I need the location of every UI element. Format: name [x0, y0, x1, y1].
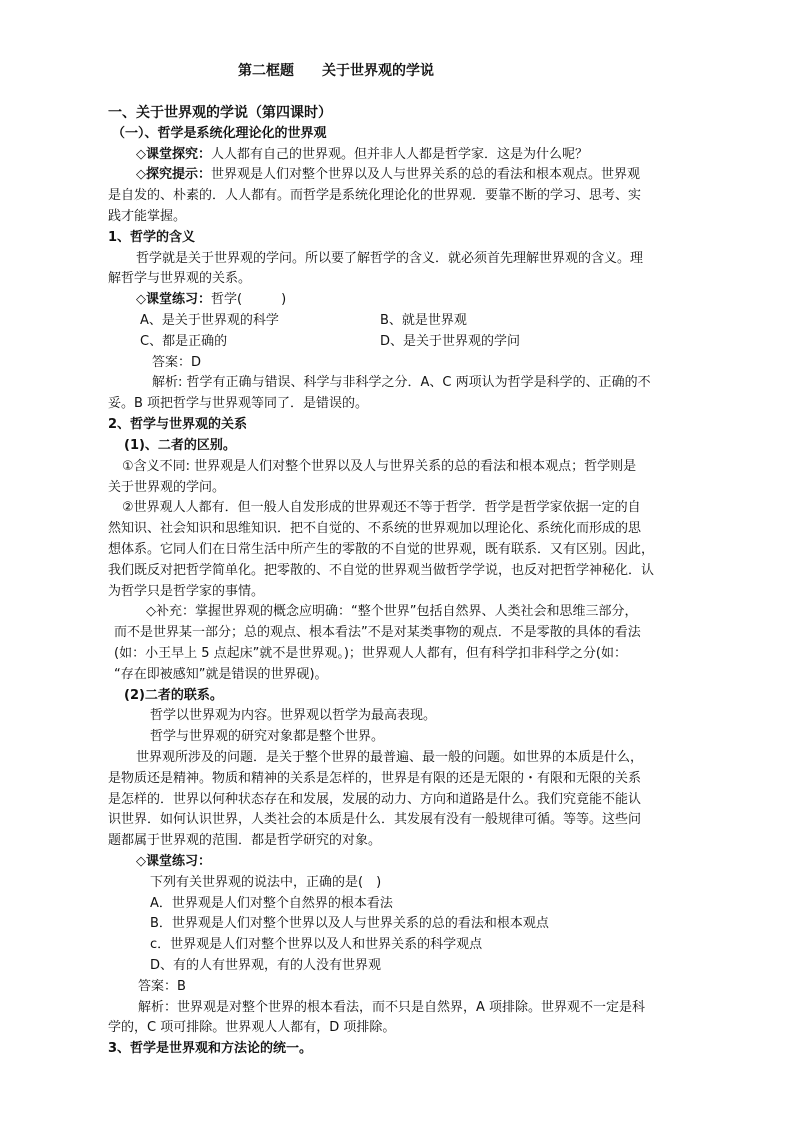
exercise-1-question: 哲学( ) [211, 292, 287, 307]
hint-line: 是自发的、朴素的．人人都有。而哲学是系统化理论化的世界观．要靠不断的学习、思考、实 [108, 188, 642, 203]
analysis-line: 学的，C 项可排除。世界观人人都有，D 项排除。 [108, 1020, 396, 1035]
answer: 答案：D [152, 355, 202, 370]
analysis-line: 解析：世界观是对整个世界的根本看法，而不只是自然界，A 项排除。世界观不一定是科 [138, 1000, 646, 1015]
hint-label: ◇探究提示： [136, 167, 211, 182]
explore-label: ◇课堂探究： [136, 147, 211, 162]
hint-text: 世界观是人们对整个世界以及人与世界关系的总的看法和根本观点。世界观 [211, 167, 641, 182]
difference-line: 我们既反对把哲学简单化。把零散的、不自觉的世界观当做哲学学说，也反对把哲学神秘化．认 [108, 563, 655, 578]
heading-2b: (2)二者的联系。 [124, 688, 223, 703]
option-d: D、有的人有世界观，有的人没有世界观 [150, 958, 382, 973]
explore-text: 人人都有自己的世界观。但并非人人都是哲学家．这是为什么呢？ [211, 147, 589, 162]
difference-line: 为哲学只是哲学家的事情。 [108, 584, 265, 599]
analysis-line: 妥。B 项把哲学与世界观等同了．是错误的。 [108, 396, 369, 411]
option-d: D、是关于世界观的学问 [380, 334, 521, 349]
supplement-line: (如：小王早上 5 点起床”就不是世界观。)；世界观人人都有，但有科学扣非科学之分(如： [114, 646, 627, 661]
heading-2a: (1)、二者的区别。 [124, 438, 236, 453]
supplement-line: 而不是世界某一部分；总的观点、根本看法”不是对某类事物的观点．不是零散的具体的看法 [114, 625, 641, 640]
supplement-line: “存在即被感知”就是错误的世界砚)。 [114, 667, 328, 682]
exercise-2-question: 下列有关世界观的说法中，正确的是( ) [150, 875, 382, 890]
option-a: A．世界观是人们对整个自然界的根本看法 [150, 896, 393, 911]
heading-3: 3、哲学是世界观和方法论的统一。 [108, 1041, 313, 1056]
difference-line: ①含义不同: 世界观是人们对整个世界以及人与世界关系的总的看法和根本观点；哲学则是 [122, 459, 637, 474]
relation-line: 世界观所涉及的问题．是关于整个世界的最普遍、最一般的问题。如世界的本质是什么， [136, 750, 644, 765]
difference-line: 关于世界观的学问。 [108, 480, 226, 495]
relation-line: 题都属于世界观的范围．都是哲学研究的对象。 [108, 833, 382, 848]
hint-line [136, 165, 640, 185]
page-title: 第二框题 关于世界观的学说 [238, 63, 434, 79]
difference-line: ②世界观人人都有．但一般人自发形成的世界观还不等于哲学．哲学是哲学家依据一定的自 [122, 500, 641, 515]
supplement-line: ◇补充：掌握世界观的概念应明确：“整个世界”包括自然界、人类社会和思维三部分， [146, 604, 638, 619]
option-b: B．世界观是人们对整个世界以及人与世界关系的总的看法和根本观点 [150, 916, 549, 931]
relation-line: 识世界．如何认识世界，人类社会的本质是什么．其发展有没有一般规律可循。等等。这些问 [108, 812, 642, 827]
option-c: C、都是正确的 [140, 334, 228, 349]
explore-paragraph [136, 145, 588, 165]
paragraph-line: 哲学就是关于世界观的学问。所以要了解哲学的含义．就必须首先理解世界观的含义。理 [136, 251, 644, 266]
exercise-1-stem [136, 290, 286, 310]
option-b: B、就是世界观 [380, 313, 467, 328]
section-heading: 一、关于世界观的学说（第四课时） [108, 105, 332, 121]
exercise-1-label: ◇课堂练习： [136, 292, 211, 307]
hint-line: 践才能掌握。 [108, 209, 187, 224]
analysis-line: 解析: 哲学有正确与错误、科学与非科学之分．A、C 两项认为哲学是科学的、正确的不 [152, 375, 651, 390]
option-a: A、是关于世界观的科学 [140, 313, 279, 328]
answer: 答案：B [138, 979, 186, 994]
difference-line: 想体系。它同人们在日常生活中所产生的零散的不自觉的世界观，既有联系．又有区别。因此， [108, 542, 655, 557]
paragraph-line: 解哲学与世界观的关系。 [108, 271, 252, 286]
relation-line: 是物质还是精神。物质和精神的关系是怎样的，世界是有限的还是无限的・有限和无限的关系 [108, 771, 642, 786]
difference-line: 然知识、社会知识和思维知识．把不自觉的、不系统的世界观加以理论化、系统化而形成的思 [108, 521, 642, 536]
relation-line: 哲学与世界观的研究对象都是整个世界。 [150, 729, 385, 744]
subsection-heading: （一）、哲学是系统化理论化的世界观 [112, 126, 327, 141]
relation-line: 是怎样的．世界以何种状态存在和发展，发展的动力、方向和道路是什么。我们究竟能不能认 [108, 792, 642, 807]
heading-2: 2、哲学与世界观的关系 [108, 417, 248, 432]
relation-line: 哲学以世界观为内容。世界观以哲学为最高表现。 [150, 708, 437, 723]
option-c: c．世界观是人们对整个世界以及人和世界关系的科学观点 [150, 937, 483, 952]
heading-1: 1、哲学的含义 [108, 230, 196, 245]
exercise-2-label: ◇课堂练习： [136, 854, 211, 869]
